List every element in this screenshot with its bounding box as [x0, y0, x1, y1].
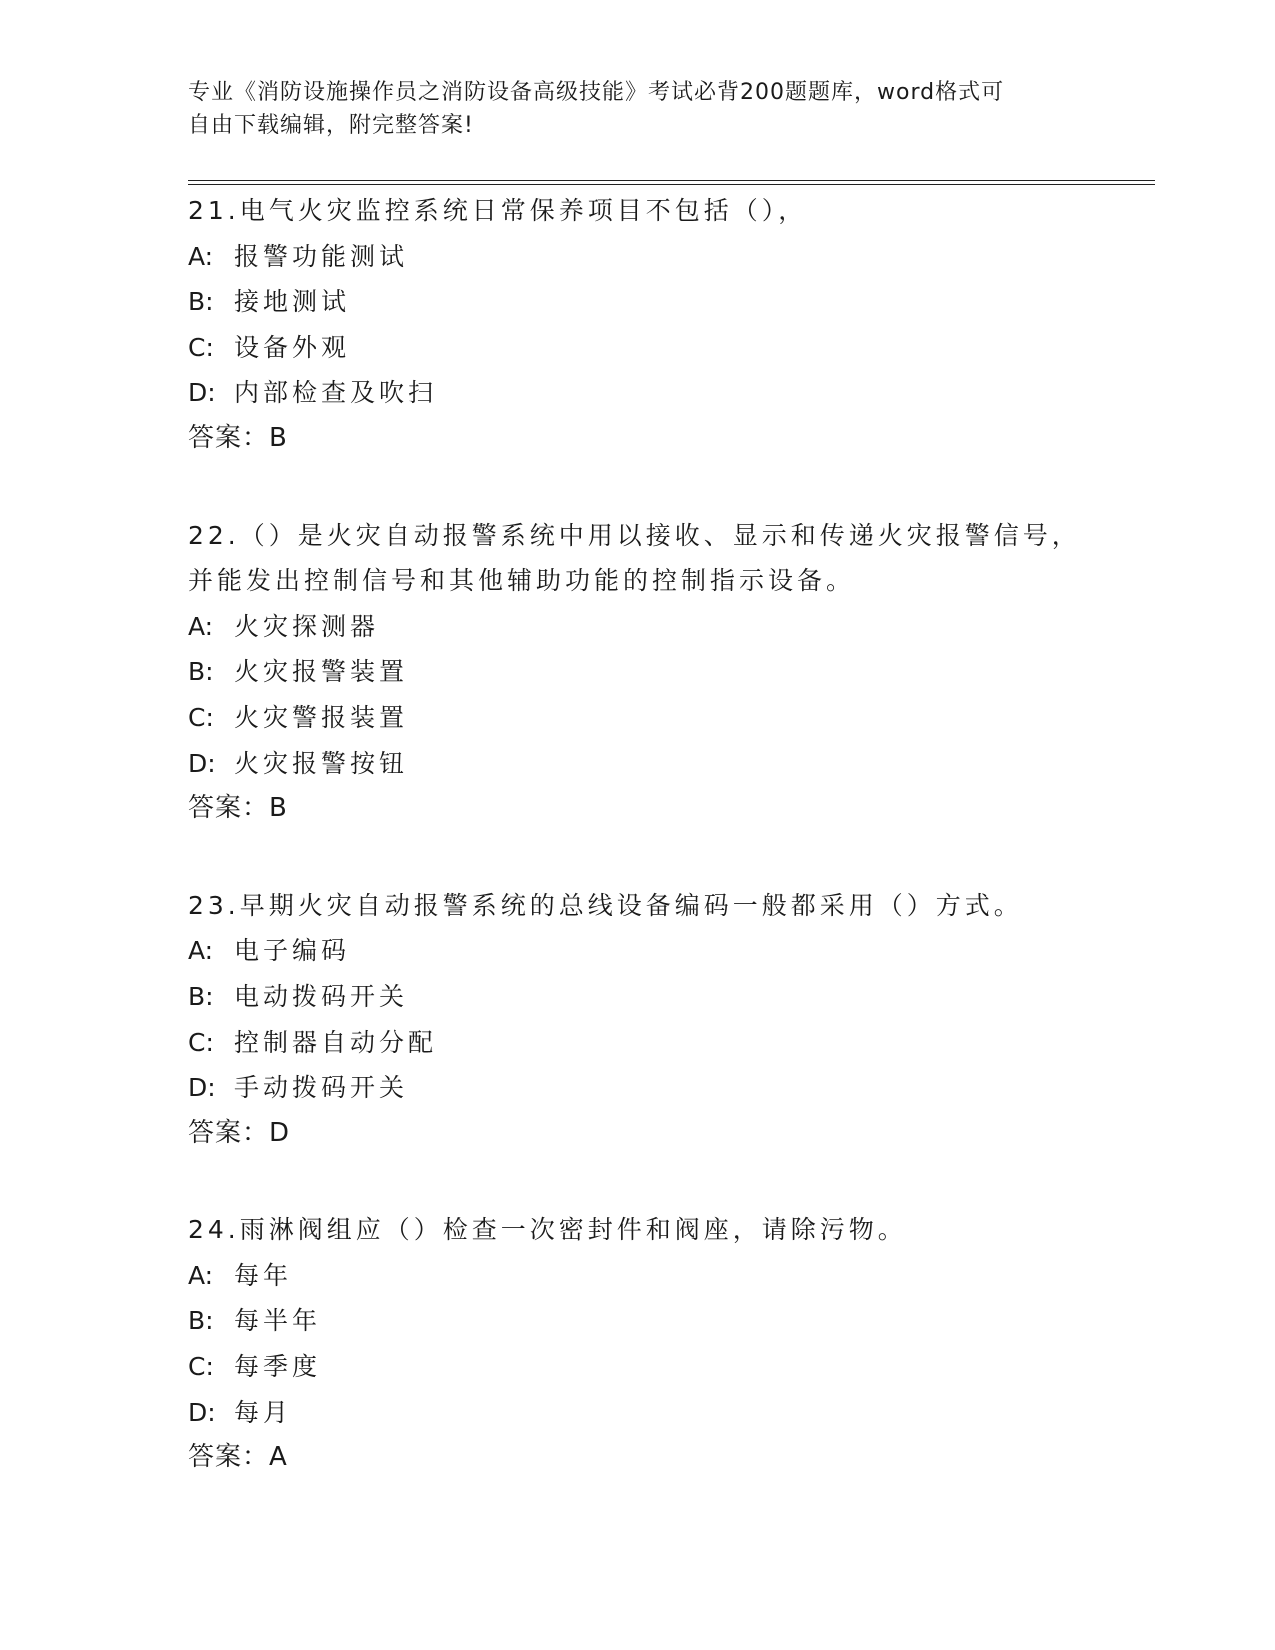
option-b	[188, 649, 1148, 695]
option-letter: D:	[188, 748, 216, 778]
option-b	[188, 974, 1148, 1020]
answer: 答案：B	[188, 422, 288, 453]
option-c	[188, 325, 1148, 371]
option-text: 火灾报警装置	[234, 657, 409, 687]
header-rule-bottom	[188, 184, 1155, 185]
answer: 答案：A	[188, 1442, 288, 1473]
question-stem: 24.雨淋阀组应（）检查一次密封件和阀座，请除污物。	[188, 1215, 907, 1245]
option-text: 每年	[234, 1260, 293, 1290]
question-21	[188, 188, 1148, 462]
option-d	[188, 741, 1148, 787]
option-c	[188, 1020, 1148, 1066]
option-text: 电动拨码开关	[234, 981, 409, 1011]
header-line-2: 自由下载编辑，附完整答案!	[188, 113, 474, 138]
option-c	[188, 1344, 1148, 1390]
option-letter: B:	[188, 657, 214, 687]
option-text: 每半年	[234, 1306, 322, 1336]
option-letter: A:	[188, 611, 214, 641]
option-letter: B:	[188, 981, 214, 1011]
option-letter: C:	[188, 1352, 214, 1382]
option-letter: A:	[188, 1260, 214, 1290]
option-b	[188, 279, 1148, 325]
option-letter: D:	[188, 1073, 216, 1103]
question-stem: 22.（）是火灾自动报警系统中用以接收、显示和传递火灾报警信号，	[188, 520, 1081, 550]
option-text: 火灾探测器	[234, 611, 380, 641]
question-list	[188, 188, 1148, 1532]
option-letter: C:	[188, 702, 214, 732]
option-text: 报警功能测试	[234, 241, 409, 271]
option-text: 内部检查及吹扫	[234, 378, 438, 408]
option-text: 火灾警报装置	[234, 702, 409, 732]
option-letter: D:	[188, 378, 216, 408]
option-text: 控制器自动分配	[234, 1027, 438, 1057]
option-letter: A:	[188, 936, 214, 966]
option-letter: D:	[188, 1397, 216, 1427]
question-22	[188, 513, 1148, 832]
option-a	[188, 604, 1148, 650]
option-a	[188, 928, 1148, 974]
option-c	[188, 695, 1148, 741]
option-text: 手动拨码开关	[234, 1073, 409, 1103]
option-letter: A:	[188, 241, 214, 271]
question-24	[188, 1207, 1148, 1481]
header-line-1: 专业《消防设施操作员之消防设备高级技能》考试必背200题题库，word格式可	[188, 80, 1005, 105]
option-letter: B:	[188, 1306, 214, 1336]
option-letter: C:	[188, 332, 214, 362]
option-d	[188, 1390, 1148, 1436]
option-letter: C:	[188, 1027, 214, 1057]
document-header	[188, 76, 1068, 142]
question-stem-continued: 并能发出控制信号和其他辅助功能的控制指示设备。	[188, 566, 856, 596]
option-text: 火灾报警按钮	[234, 748, 409, 778]
option-text: 每月	[234, 1397, 293, 1427]
answer: 答案：D	[188, 1117, 291, 1148]
option-letter: B:	[188, 287, 214, 317]
header-rule-top	[188, 180, 1155, 181]
option-text: 接地测试	[234, 287, 351, 317]
option-d	[188, 370, 1148, 416]
question-23	[188, 883, 1148, 1157]
option-text: 电子编码	[234, 936, 351, 966]
question-stem: 23.早期火灾自动报警系统的总线设备编码一般都采用（）方式。	[188, 890, 1023, 920]
question-stem: 21.电气火灾监控系统日常保养项目不包括（），	[188, 196, 808, 225]
option-d	[188, 1065, 1148, 1111]
answer: 答案：B	[188, 793, 288, 824]
option-text: 每季度	[234, 1352, 322, 1382]
option-b	[188, 1298, 1148, 1344]
option-a	[188, 234, 1148, 280]
option-a	[188, 1253, 1148, 1299]
option-text: 设备外观	[234, 332, 351, 362]
